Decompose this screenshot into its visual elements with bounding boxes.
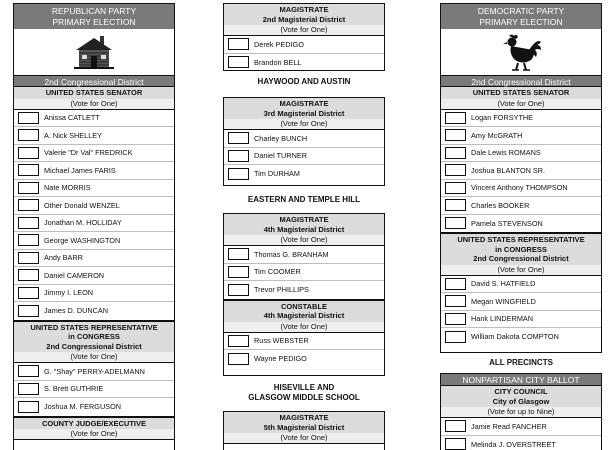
republican-senate-candidate-name: Jonathan M. HOLLIDAY <box>44 218 122 228</box>
magistrate-2-title: MAGISTRATE <box>279 5 329 14</box>
precinct-glasgow-middle-school-text: GLASGOW MIDDLE SCHOOL <box>248 392 360 402</box>
magistrate-3-candidates <box>224 130 384 183</box>
republican-rep-candidate-row[interactable] <box>14 398 174 416</box>
republican-senate-candidate-name: Daniel CAMERON <box>44 270 105 280</box>
city-council-vote-checkbox[interactable] <box>445 438 466 450</box>
democratic-rep-vote-checkbox[interactable] <box>445 278 466 290</box>
magistrate-3-candidate-row[interactable] <box>224 130 384 148</box>
constable-4-vote-instruction: (Vote for One) <box>224 322 384 333</box>
republican-senate-candidate-name: A. Nick SHELLEY <box>44 130 102 140</box>
magistrate-4-vote-instruction: (Vote for One) <box>224 235 384 246</box>
magistrate-4-office <box>224 214 384 235</box>
republican-senate-vote-checkbox[interactable] <box>18 129 39 141</box>
democratic-senate-candidate-row[interactable] <box>441 180 601 198</box>
magistrate-4-district: 4th Magisterial District <box>263 224 345 234</box>
magistrate-4-title: MAGISTRATE <box>279 215 329 224</box>
log-cabin-emblem <box>14 29 174 75</box>
democratic-rep-candidate-name: Hank LINDERMAN <box>471 314 534 324</box>
democratic-rep-candidate-name: David S. HATFIELD <box>471 279 536 289</box>
republican-senate-vote-checkbox[interactable] <box>18 199 39 211</box>
republican-party-name: REPUBLICAN PARTY <box>51 6 137 16</box>
republican-rep-candidate-row[interactable] <box>14 363 174 381</box>
democratic-senate-office: UNITED STATES SENATOR <box>441 87 601 99</box>
constable-4-candidate-row[interactable] <box>224 333 384 351</box>
republican-senate-vote-checkbox[interactable] <box>18 147 39 159</box>
magistrate-3-office <box>224 98 384 119</box>
magistrate-3-vote-instruction: (Vote for One) <box>224 119 384 130</box>
magistrate-3-candidate-row[interactable] <box>224 165 384 183</box>
magistrate-2-vote-instruction: (Vote for One) <box>224 25 384 36</box>
magistrate-5-vote-instruction: (Vote for One) <box>224 433 384 444</box>
magistrate-3-vote-checkbox[interactable] <box>228 132 249 144</box>
republican-district-bar: 2nd Congressional District <box>14 75 174 87</box>
democratic-rep-candidate-row[interactable] <box>441 328 601 346</box>
magistrate-5-title: MAGISTRATE <box>279 413 329 422</box>
republican-senate-vote-checkbox[interactable] <box>18 305 39 317</box>
city-council-title: CITY COUNCIL <box>494 387 548 396</box>
democratic-rep-candidate-name: William Dakota COMPTON <box>471 332 559 342</box>
democratic-senate-vote-checkbox[interactable] <box>445 112 466 124</box>
democratic-rep-vote-checkbox[interactable] <box>445 331 466 343</box>
magistrate-4-candidate-name: Thomas G. BRANHAM <box>254 249 329 259</box>
constable-4-candidate-name: Wayne PEDIGO <box>254 354 307 364</box>
magistrate-2-candidates <box>224 36 384 71</box>
magistrate-4-candidate-row[interactable] <box>224 281 384 299</box>
republican-rep-vote-instruction: (Vote for One) <box>14 352 174 363</box>
constable-4-candidate-row[interactable] <box>224 350 384 368</box>
magistrate-2-office <box>224 4 384 25</box>
republican-senate-vote-checkbox[interactable] <box>18 164 39 176</box>
republican-senate-candidate-name: Andy BARR <box>44 253 83 263</box>
democratic-senate-vote-checkbox[interactable] <box>445 147 466 159</box>
magistrate-2-candidate-row[interactable] <box>224 54 384 72</box>
republican-party-header <box>14 4 174 29</box>
nonpartisan-ballot-box <box>440 373 602 450</box>
magistrate-4-candidates <box>224 246 384 299</box>
democratic-senate-vote-checkbox[interactable] <box>445 164 466 176</box>
magistrate-2-box <box>223 3 385 71</box>
republican-senate-candidate-name: George WASHINGTON <box>44 235 121 245</box>
constable-4-district: 4th Magisterial District <box>263 311 345 320</box>
democratic-ballot-column <box>440 3 602 353</box>
republican-senate-vote-checkbox[interactable] <box>18 182 39 194</box>
republican-rep-vote-checkbox[interactable] <box>18 401 39 413</box>
republican-senate-candidates <box>14 110 174 320</box>
republican-senate-vote-checkbox[interactable] <box>18 287 39 299</box>
magistrate-3-box <box>223 97 385 186</box>
republican-senate-candidate-name: Jimmy I. LEON <box>44 288 94 298</box>
republican-senate-candidate-name: Michael James FARIS <box>44 165 116 175</box>
democratic-representative-office <box>441 232 601 265</box>
city-council-candidates <box>441 418 601 450</box>
democratic-district-bar: 2nd Congressional District <box>441 75 601 87</box>
democratic-senate-vote-checkbox[interactable] <box>445 199 466 211</box>
nonpartisan-header: NONPARTISAN CITY BALLOT <box>441 374 601 386</box>
republican-election-name: PRIMARY ELECTION <box>52 17 136 27</box>
precinct-label-eastern-temple-hill <box>223 195 385 205</box>
magistrate-5-district: 5th Magisterial District <box>263 422 345 432</box>
republican-rep-vote-checkbox[interactable] <box>18 383 39 395</box>
constable-4-vote-checkbox[interactable] <box>228 335 249 347</box>
rooster-icon <box>499 32 543 72</box>
democratic-senate-candidate-name: Joshua BLANTON SR. <box>471 165 546 175</box>
rooster-emblem <box>441 29 601 75</box>
county-judge-office: COUNTY JUDGE/EXECUTIVE <box>14 416 174 430</box>
magistrate-4-candidate-row[interactable] <box>224 264 384 282</box>
democratic-senate-vote-checkbox[interactable] <box>445 129 466 141</box>
republican-senate-candidate-name: Anissa CATLETT <box>44 113 100 123</box>
democratic-party-name: DEMOCRATIC PARTY <box>477 6 565 16</box>
magistrate-4-candidate-name: Trevor PHILLIPS <box>254 285 309 295</box>
county-judge-vote-instruction: (Vote for One) <box>14 429 174 440</box>
republican-senate-candidate-row[interactable] <box>14 285 174 303</box>
democratic-party-header <box>441 4 601 29</box>
democratic-senate-candidate-name: Charles BOOKER <box>471 200 530 210</box>
precinct-hiseville-text: HISEVILLE AND <box>273 383 335 392</box>
magistrate-3-vote-checkbox[interactable] <box>228 168 249 180</box>
magistrate-4-constable-box <box>223 213 385 376</box>
republican-senate-candidate-row[interactable] <box>14 215 174 233</box>
republican-rep-candidate-name: G. "Shay" PERRY-ADELMANN <box>44 366 145 376</box>
republican-senate-candidate-name: Valerie "Dr Val" FREDRICK <box>44 148 133 158</box>
magistrate-3-candidate-row[interactable] <box>224 148 384 166</box>
democratic-senate-vote-checkbox[interactable] <box>445 182 466 194</box>
democratic-senate-candidate-name: Vincent Anthony THOMPSON <box>471 183 568 193</box>
city-council-office <box>441 386 601 407</box>
precinct-label-all <box>440 358 602 368</box>
democratic-election-name: PRIMARY ELECTION <box>479 17 563 27</box>
democratic-senate-vote-instruction: (Vote for One) <box>441 99 601 110</box>
magistrate-2-candidate-row[interactable] <box>224 36 384 54</box>
republican-ballot-column <box>13 3 175 450</box>
magistrate-2-district: 2nd Magisterial District <box>262 14 346 24</box>
city-council-candidate-name: Melinda J. OVERSTREET <box>471 439 556 449</box>
democratic-senate-candidates <box>441 110 601 233</box>
democratic-rep-vote-instruction: (Vote for One) <box>441 265 601 276</box>
magistrate-4-vote-checkbox[interactable] <box>228 284 249 296</box>
log-cabin-icon <box>74 34 114 70</box>
magistrate-3-candidate-name: Tim DURHAM <box>254 169 300 179</box>
democratic-senate-candidate-row[interactable] <box>441 215 601 233</box>
magistrate-3-vote-checkbox[interactable] <box>228 150 249 162</box>
democratic-rep-candidate-row[interactable] <box>441 276 601 294</box>
democratic-rep-candidate-name: Megan WINGFIELD <box>471 296 536 306</box>
republican-senate-vote-checkbox[interactable] <box>18 112 39 124</box>
magistrate-2-candidate-name: Derek PEDIGO <box>254 39 304 49</box>
republican-senate-candidate-row[interactable] <box>14 180 174 198</box>
constable-4-candidate-name: Russ WEBSTER <box>254 336 309 346</box>
republican-rep-candidate-name: S. Brett GUTHRIE <box>44 384 104 394</box>
republican-senate-vote-checkbox[interactable] <box>18 269 39 281</box>
city-council-city: City of Glasgow <box>492 396 550 406</box>
democratic-rep-candidate-row[interactable] <box>441 311 601 329</box>
constable-4-candidates <box>224 333 384 368</box>
republican-senate-candidate-row[interactable] <box>14 250 174 268</box>
republican-senate-candidate-row[interactable] <box>14 302 174 320</box>
democratic-senate-candidate-name: Amy McGRATH <box>471 130 523 140</box>
city-council-candidate-name: Jamie Read FANCHER <box>471 421 547 431</box>
democratic-senate-candidate-row[interactable] <box>441 197 601 215</box>
democratic-senate-candidate-name: Logan FORSYTHE <box>471 113 534 123</box>
republican-senate-candidate-row[interactable] <box>14 267 174 285</box>
constable-4-vote-checkbox[interactable] <box>228 353 249 365</box>
republican-senate-candidate-name: James D. DUNCAN <box>44 306 109 316</box>
republican-rep-office-line1: UNITED STATES REPRESENTATIVE <box>30 322 158 332</box>
constable-4-title: CONSTABLE <box>280 301 328 311</box>
city-council-vote-instruction: (Vote for up to Nine) <box>441 407 601 418</box>
magistrate-3-title: MAGISTRATE <box>279 99 329 108</box>
constable-4-office <box>224 299 384 322</box>
democratic-senate-candidate-row[interactable] <box>441 162 601 180</box>
magistrate-3-candidate-name: Charley BUNCH <box>254 133 308 143</box>
republican-senate-candidate-row[interactable] <box>14 127 174 145</box>
magistrate-3-candidate-name: Daniel TURNER <box>254 151 307 161</box>
republican-rep-office-line3: 2nd Congressional District <box>46 341 142 351</box>
magistrate-4-vote-checkbox[interactable] <box>228 266 249 278</box>
republican-senate-candidate-name: Nate MORRIS <box>44 183 91 193</box>
city-council-candidate-row[interactable] <box>441 418 601 436</box>
magistrate-5-box <box>223 411 385 450</box>
precinct-label-haywood-austin <box>223 77 385 87</box>
precinct-haywood-austin-text: HAYWOOD AND AUSTIN <box>257 77 351 86</box>
republican-senate-candidate-row[interactable] <box>14 162 174 180</box>
democratic-senate-candidate-name: Pamela STEVENSON <box>471 218 543 228</box>
republican-senate-vote-checkbox[interactable] <box>18 234 39 246</box>
democratic-senate-candidate-row[interactable] <box>441 127 601 145</box>
republican-senate-candidate-row[interactable] <box>14 232 174 250</box>
democratic-rep-vote-checkbox[interactable] <box>445 313 466 325</box>
magistrate-4-vote-checkbox[interactable] <box>228 248 249 260</box>
republican-senate-vote-checkbox[interactable] <box>18 217 39 229</box>
city-council-candidate-row[interactable] <box>441 436 601 450</box>
democratic-senate-candidate-row[interactable] <box>441 145 601 163</box>
magistrate-2-candidate-name: Brandon BELL <box>254 57 302 67</box>
magistrate-4-candidate-row[interactable] <box>224 246 384 264</box>
precinct-eastern-temple-hill-text: EASTERN AND TEMPLE HILL <box>247 195 361 204</box>
magistrate-3-district: 3rd Magisterial District <box>263 108 345 118</box>
republican-senate-candidate-row[interactable] <box>14 197 174 215</box>
democratic-rep-office-line1: UNITED STATES REPRESENTATIVE <box>457 235 585 244</box>
republican-rep-office-line2: in CONGRESS <box>68 332 120 341</box>
republican-rep-candidates <box>14 363 174 416</box>
republican-rep-vote-checkbox[interactable] <box>18 365 39 377</box>
republican-rep-candidate-name: Joshua M. FERGUSON <box>44 402 122 412</box>
magistrate-2-vote-checkbox[interactable] <box>228 56 249 68</box>
republican-senate-vote-instruction: (Vote for One) <box>14 99 174 110</box>
democratic-senate-vote-checkbox[interactable] <box>445 217 466 229</box>
republican-senate-candidate-name: Other Donald WENZEL <box>44 200 120 210</box>
democratic-rep-office-line2: in CONGRESS <box>495 244 547 254</box>
magistrate-2-vote-checkbox[interactable] <box>228 38 249 50</box>
magistrate-4-candidate-name: Tim COOMER <box>254 267 301 277</box>
precinct-label-hiseville-glasgow <box>223 383 385 402</box>
republican-representative-office <box>14 320 174 353</box>
democratic-rep-candidates <box>441 276 601 346</box>
democratic-rep-candidate-row[interactable] <box>441 293 601 311</box>
democratic-senate-candidate-row[interactable] <box>441 110 601 128</box>
republican-rep-candidate-row[interactable] <box>14 381 174 399</box>
city-council-vote-checkbox[interactable] <box>445 420 466 432</box>
democratic-rep-office-line3: 2nd Congressional District <box>473 254 569 263</box>
democratic-rep-vote-checkbox[interactable] <box>445 295 466 307</box>
republican-senate-candidate-row[interactable] <box>14 110 174 128</box>
magistrate-5-office <box>224 412 384 433</box>
republican-senate-vote-checkbox[interactable] <box>18 252 39 264</box>
republican-senate-office: UNITED STATES SENATOR <box>14 87 174 99</box>
all-precincts-text: ALL PRECINCTS <box>489 358 553 367</box>
democratic-senate-candidate-name: Dale Lewis ROMANS <box>471 148 541 158</box>
republican-senate-candidate-row[interactable] <box>14 145 174 163</box>
